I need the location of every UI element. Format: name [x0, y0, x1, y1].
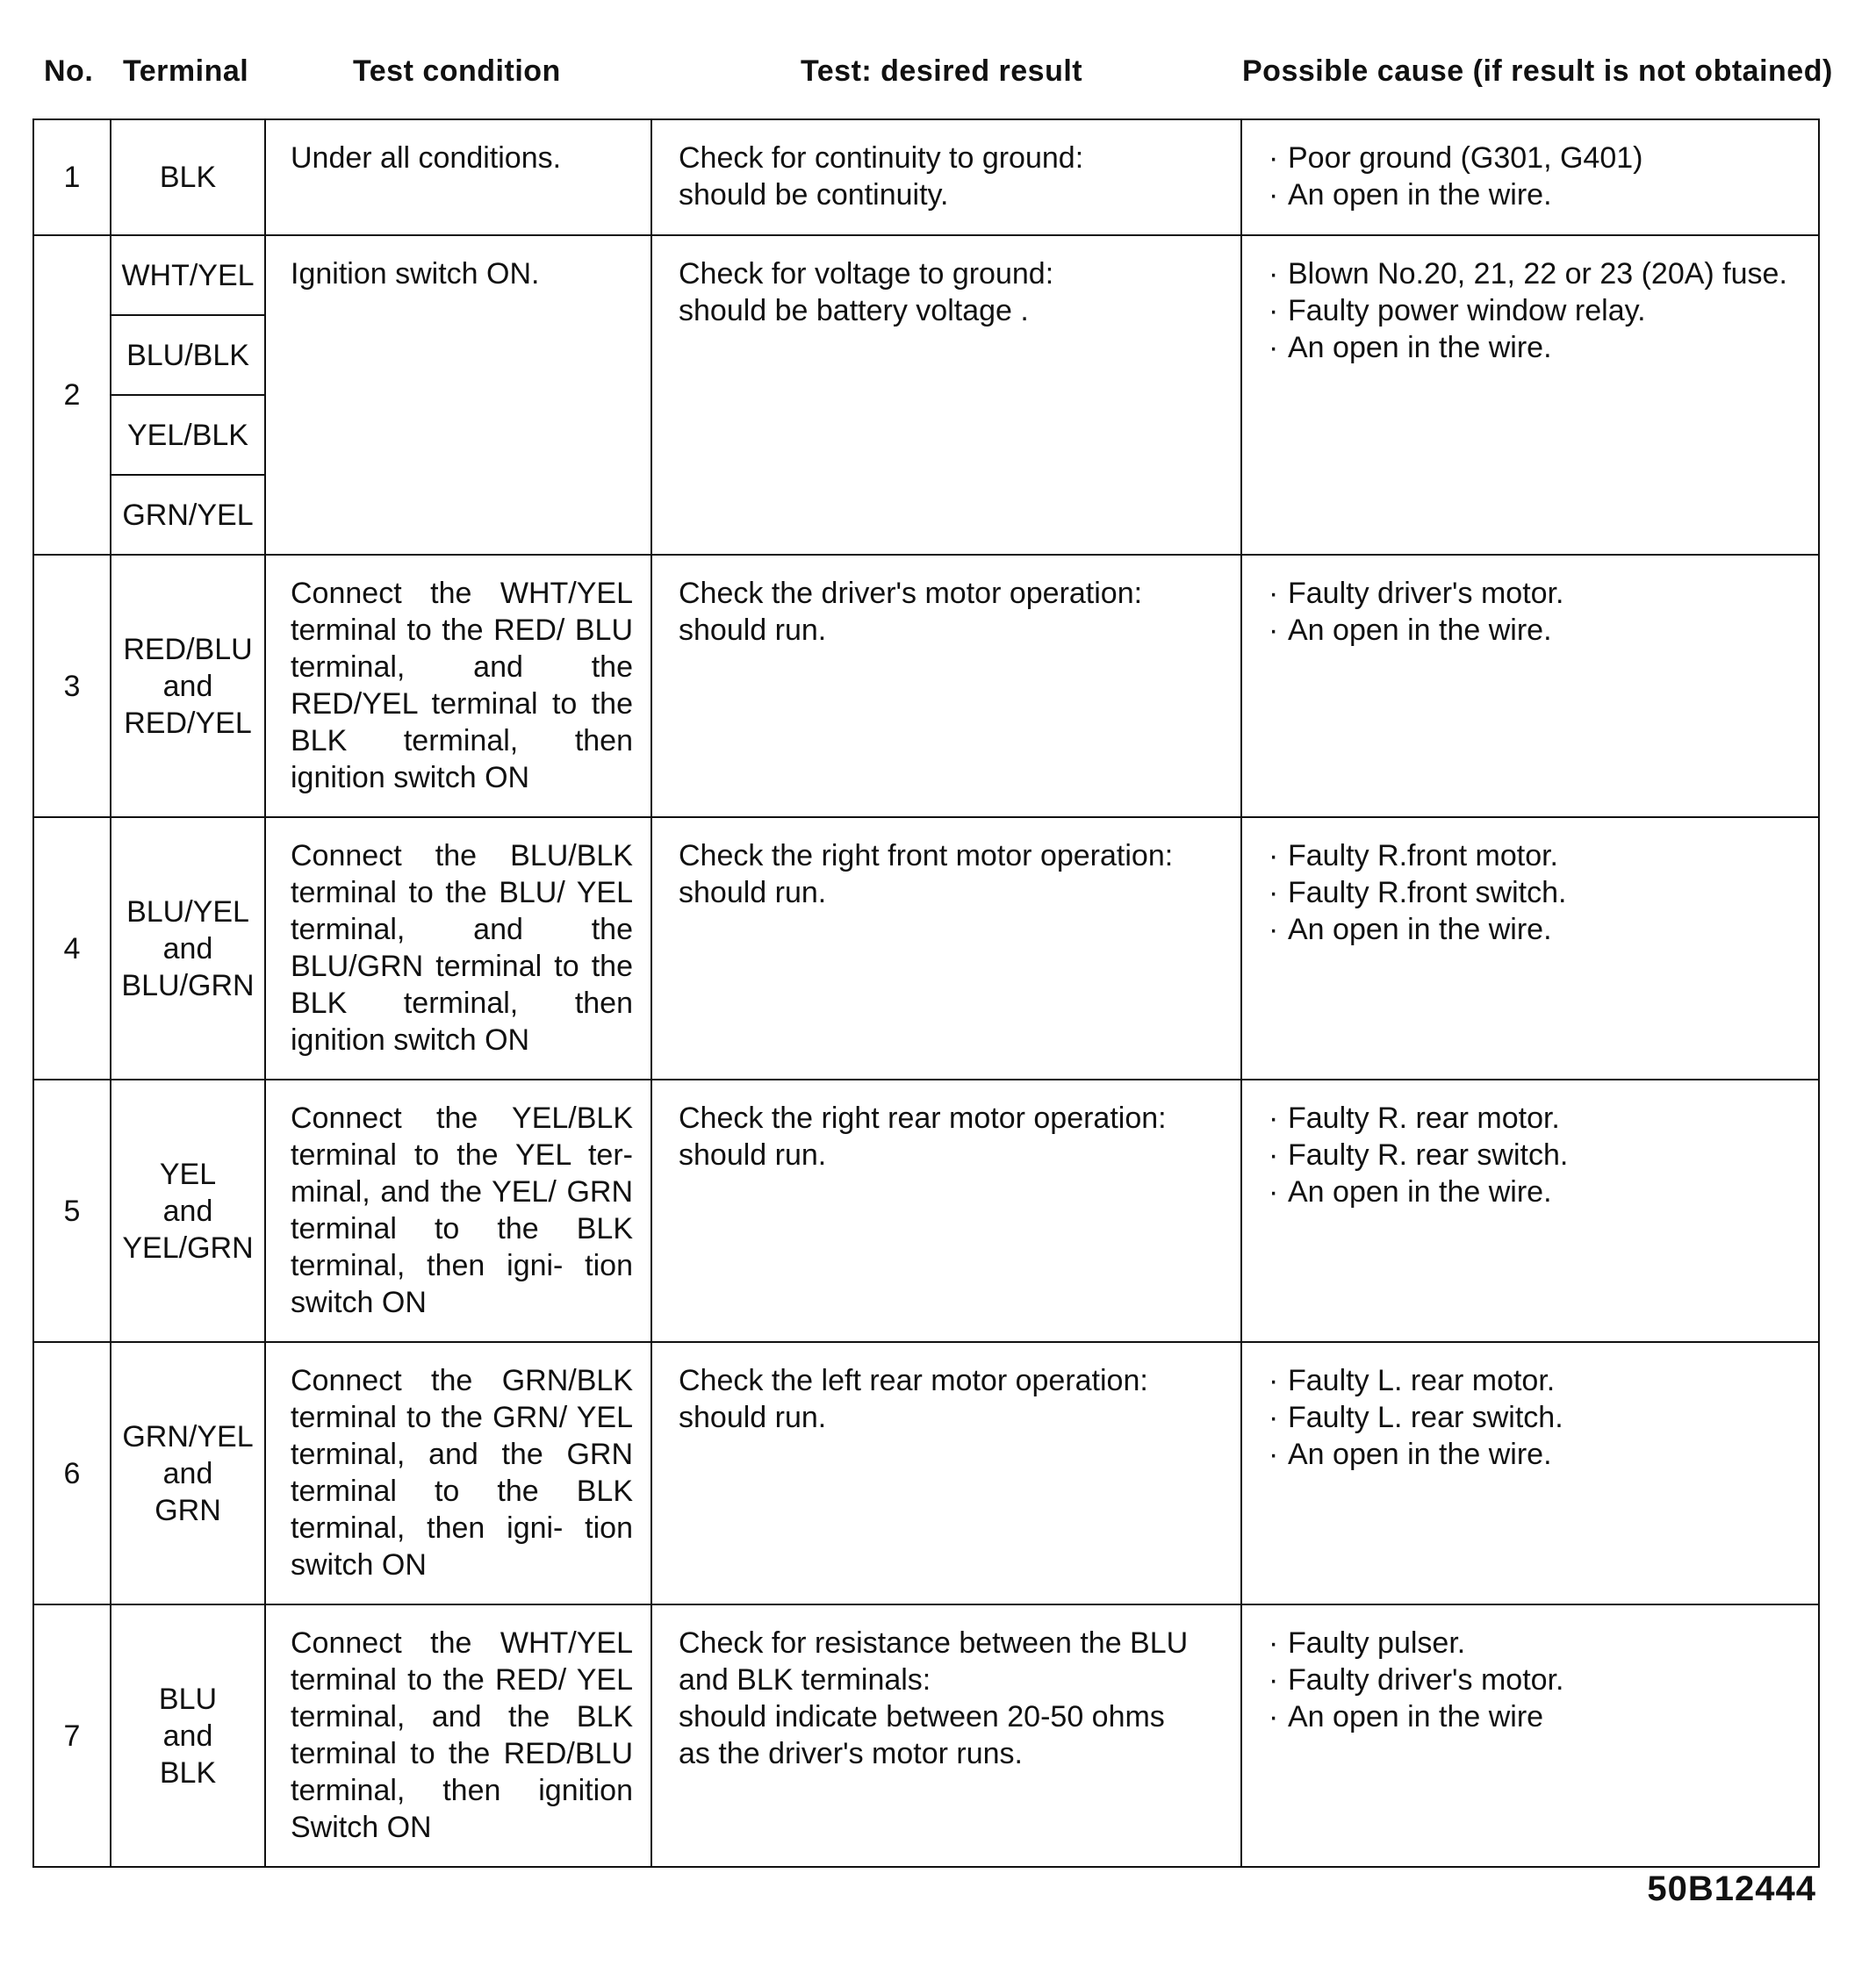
- list-item: · Faulty driver's motor.: [1269, 577, 1564, 610]
- list-item: · An open in the wire.: [1269, 614, 1552, 647]
- list-item: · Faulty L. rear switch.: [1269, 1401, 1563, 1434]
- terminal-cell: WHT/YEL: [111, 236, 264, 316]
- test-condition: Connect the YEL/BLK terminal to the YEL ter- minal, and the YEL/ GRN terminal to the BLK terminal, then igni- tion switch ON: [291, 1102, 633, 1319]
- header-test-condition: Test condition: [353, 54, 561, 88]
- list-item: · Faulty R. rear motor.: [1269, 1102, 1560, 1135]
- terminal-stack: [111, 236, 264, 554]
- result-line: Check the driver's motor operation:: [679, 577, 1143, 610]
- result-line: Check the right rear motor operation:: [679, 1102, 1167, 1135]
- list-item: · Poor ground (G301, G401): [1269, 141, 1643, 175]
- header-possible-cause: Possible cause (if result is not obtained): [1242, 54, 1833, 88]
- table-row: [33, 1080, 1819, 1342]
- terminal-cell: YEL and YEL/GRN: [111, 1080, 265, 1342]
- list-item: · Faulty R.front switch.: [1269, 876, 1567, 909]
- result-line: should be battery voltage .: [679, 294, 1029, 327]
- table-row: [33, 555, 1819, 817]
- table-row: [33, 1604, 1819, 1867]
- list-item: · An open in the wire.: [1269, 913, 1552, 946]
- cause-list: [1242, 1343, 1818, 1473]
- terminal-cell: BLU/YEL and BLU/GRN: [111, 817, 265, 1080]
- desired-result: [652, 556, 1240, 649]
- document-code: 50B12444: [1647, 1870, 1816, 1908]
- cause-list: [1242, 556, 1818, 649]
- result-line: as the driver's motor runs.: [679, 1737, 1023, 1770]
- row-number: 7: [33, 1604, 111, 1867]
- row-number: 6: [33, 1342, 111, 1604]
- terminal-cell: BLU and BLK: [111, 1604, 265, 1867]
- table-row: [33, 119, 1819, 235]
- desired-result: [652, 120, 1240, 213]
- list-item: · Faulty power window relay.: [1269, 294, 1646, 327]
- cause-list: [1242, 818, 1818, 948]
- list-item: · Faulty L. rear motor.: [1269, 1364, 1556, 1397]
- header-desired-result: Test: desired result: [801, 54, 1083, 88]
- header-terminal: Terminal: [123, 54, 249, 88]
- cause-list: [1242, 1605, 1818, 1735]
- test-condition: Connect the WHT/YEL terminal to the RED/ YEL terminal, and the BLK terminal to the RED/BLU terminal, then ignition Switch ON: [291, 1626, 633, 1844]
- test-condition: Under all conditions.: [291, 141, 562, 175]
- terminal-cell: RED/BLU and RED/YEL: [111, 555, 265, 817]
- list-item: · Blown No.20, 21, 22 or 23 (20A) fuse.: [1269, 257, 1787, 291]
- result-line: should run.: [679, 614, 827, 647]
- test-condition: Connect the WHT/YEL terminal to the RED/ BLU terminal, and the RED/YEL terminal to the BLK terminal, then ignition switch ON: [291, 577, 633, 794]
- cause-list: [1242, 236, 1818, 366]
- row-number: 1: [33, 119, 111, 235]
- row-number: 3: [33, 555, 111, 817]
- row-number: 5: [33, 1080, 111, 1342]
- test-condition: Ignition switch ON.: [291, 257, 540, 291]
- result-line: and BLK terminals:: [679, 1663, 931, 1697]
- result-line: Check for continuity to ground:: [679, 141, 1084, 175]
- desired-result: [652, 1080, 1240, 1174]
- list-item: · Faulty pulser.: [1269, 1626, 1466, 1660]
- row-number: 4: [33, 817, 111, 1080]
- list-item: · An open in the wire.: [1269, 1438, 1552, 1471]
- result-line: Check for resistance between the BLU: [679, 1626, 1189, 1660]
- desired-result: [652, 818, 1240, 911]
- list-item: · An open in the wire.: [1269, 178, 1552, 212]
- terminal-cell: BLU/BLK: [111, 316, 264, 396]
- test-condition: Connect the BLU/BLK terminal to the BLU/ YEL terminal, and the BLU/GRN terminal to the BLK terminal, then ignition switch ON: [291, 839, 633, 1057]
- terminal-cell: BLK: [111, 119, 265, 235]
- cause-list: [1242, 1080, 1818, 1210]
- result-line: Check the right front motor operation:: [679, 839, 1174, 872]
- terminal-cell: GRN/YEL and GRN: [111, 1342, 265, 1604]
- table-row: [33, 817, 1819, 1080]
- table-row: [33, 1342, 1819, 1604]
- terminal-cell: YEL/BLK: [111, 396, 264, 476]
- desired-result: [652, 1605, 1240, 1772]
- list-item: · Faulty driver's motor.: [1269, 1663, 1564, 1697]
- desired-result: [652, 236, 1240, 329]
- terminal-cell: GRN/YEL: [122, 498, 254, 532]
- test-table: [32, 118, 1820, 1868]
- table-row: [33, 235, 1819, 555]
- cause-list: [1242, 120, 1818, 213]
- result-line: should run.: [679, 1401, 827, 1434]
- list-item: · An open in the wire.: [1269, 331, 1552, 364]
- list-item: · An open in the wire: [1269, 1700, 1544, 1733]
- list-item: · An open in the wire.: [1269, 1175, 1552, 1209]
- list-item: · Faulty R. rear switch.: [1269, 1138, 1569, 1172]
- desired-result: [652, 1343, 1240, 1436]
- list-item: · Faulty R.front motor.: [1269, 839, 1558, 872]
- result-line: Check the left rear motor operation:: [679, 1364, 1148, 1397]
- result-line: should run.: [679, 1138, 827, 1172]
- header-no: No.: [44, 54, 94, 88]
- row-number: 2: [33, 235, 111, 555]
- test-condition: Connect the GRN/BLK terminal to the GRN/ YEL terminal, and the GRN terminal to the BLK terminal, then igni- tion switch ON: [291, 1364, 633, 1582]
- result-line: should be continuity.: [679, 178, 949, 212]
- result-line: Check for voltage to ground:: [679, 257, 1054, 291]
- result-line: should indicate between 20-50 ohms: [679, 1700, 1165, 1733]
- result-line: should run.: [679, 876, 827, 909]
